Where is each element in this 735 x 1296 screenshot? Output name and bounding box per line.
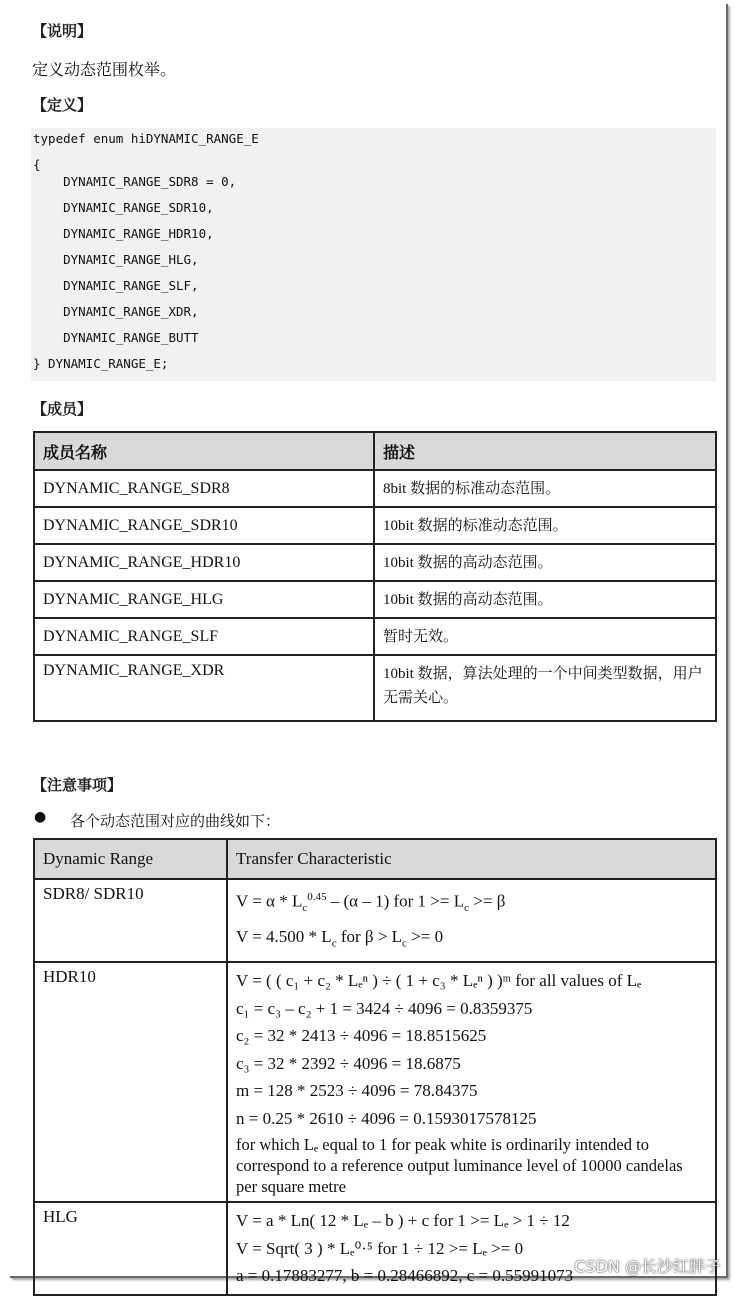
table-row [34, 544, 716, 581]
code-line: } DYNAMIC_RANGE_E; [33, 356, 169, 371]
description-text: 定义动态范围枚举。 [32, 60, 177, 79]
section-heading-notes: 【注意事项】 [32, 776, 123, 794]
bullet-text: 各个动态范围对应的曲线如下： [70, 812, 281, 830]
formula-line: c₃ = 32 * 2392 ÷ 4096 = 18.6875 [236, 1053, 461, 1073]
table-row [34, 962, 716, 1202]
members-table [33, 431, 717, 722]
member-description: 8bit 数据的标准动态范围。 [374, 470, 716, 507]
member-name: DYNAMIC_RANGE_XDR [34, 655, 374, 721]
member-name: DYNAMIC_RANGE_SDR10 [34, 507, 374, 544]
column-header: Dynamic Range [34, 839, 227, 879]
formula-line: V = ( ( c₁ + c₂ * Lₑⁿ ) ÷ ( 1 + c₃ * Lₑⁿ ) )ᵐ for all values of Lₑ [236, 971, 642, 991]
code-line: DYNAMIC_RANGE_XDR, [33, 304, 199, 319]
transfer-formula-cell [227, 962, 716, 1202]
member-description: 10bit 数据的标准动态范围。 [374, 507, 716, 544]
table-row [34, 507, 716, 544]
member-name: DYNAMIC_RANGE_HDR10 [34, 544, 374, 581]
code-block [31, 128, 716, 381]
table-header-row [34, 839, 716, 879]
table-row [34, 618, 716, 655]
table-row [34, 1202, 716, 1295]
code-line: DYNAMIC_RANGE_HLG, [33, 252, 199, 267]
formula-line: V = a * Ln( 12 * Lₑ – b ) + c for 1 >= Lₑ > 1 ÷ 12 [236, 1211, 570, 1231]
formula-line: $V = \alpha * L_c^{0.45} - (\alpha - 1)$ for $1 >= L_c >= \beta$ [236, 891, 506, 915]
code-line: DYNAMIC_RANGE_SDR10, [33, 200, 214, 215]
member-name: DYNAMIC_RANGE_SDR8 [34, 470, 374, 507]
range-name: HDR10 [34, 962, 227, 1202]
member-description: 10bit 数据的高动态范围。 [374, 544, 716, 581]
formula-line: n = 0.25 * 2610 ÷ 4096 = 0.1593017578125 [236, 1108, 537, 1128]
formula-line: a = 0.17883277, b = 0.28466892, c = 0.55991073 [236, 1266, 574, 1286]
code-line: DYNAMIC_RANGE_HDR10, [33, 226, 214, 241]
member-description: 暂时无效。 [374, 618, 716, 655]
code-line: { [33, 157, 41, 172]
member-description: 10bit 数据的高动态范围。 [374, 581, 716, 618]
watermark: CSDN @长沙红胖子 [574, 1257, 721, 1276]
formula-line: c₁ = c₃ – c₂ + 1 = 3424 ÷ 4096 = 0.8359375 [236, 998, 533, 1018]
table-row [34, 879, 716, 962]
table-row [34, 655, 716, 721]
transfer-formula-cell [227, 1202, 716, 1295]
section-heading-description: 【说明】 [32, 22, 93, 40]
code-line: DYNAMIC_RANGE_BUTT [33, 330, 199, 345]
table-row [34, 470, 716, 507]
column-header: 成员名称 [34, 432, 374, 470]
section-heading-definition: 【定义】 [32, 96, 93, 114]
formula-line: m = 128 * 2523 ÷ 4096 = 78.84375 [236, 1081, 478, 1101]
transfer-curves-table [33, 838, 717, 1296]
range-name: SDR8/ SDR10 [34, 879, 227, 962]
transfer-formula-cell [227, 879, 716, 962]
code-line: DYNAMIC_RANGE_SLF, [33, 278, 199, 293]
member-name: DYNAMIC_RANGE_HLG [34, 581, 374, 618]
table-header-row [34, 432, 716, 470]
member-name: DYNAMIC_RANGE_SLF [34, 618, 374, 655]
formula-line: $V = 4.500 * L_c$ for $\beta > L_c >= 0$ [236, 926, 444, 949]
section-heading-members: 【成员】 [32, 400, 93, 418]
column-header: 描述 [374, 432, 716, 470]
range-name: HLG [34, 1202, 227, 1295]
formula-line: V = Sqrt( 3 ) * Lₑ⁰·⁵ for 1 ÷ 12 >= Lₑ >= 0 [236, 1238, 524, 1258]
code-line: typedef enum hiDYNAMIC_RANGE_E [33, 131, 259, 146]
formula-note: for which Lₑ equal to 1 for peak white is ordinarily intended to correspond to a reference output luminance level of 10000 candelas per square metre [236, 1135, 683, 1197]
table-row [34, 581, 716, 618]
member-description: 10bit 数据，算法处理的一个中间类型数据，用户无需关心。 [374, 655, 716, 721]
formula-line: c₂ = 32 * 2413 ÷ 4096 = 18.8515625 [236, 1026, 487, 1046]
code-line: DYNAMIC_RANGE_SDR8 = 0, [33, 174, 237, 189]
column-header: Transfer Characteristic [227, 839, 716, 879]
bullet-icon: ● [34, 809, 47, 825]
